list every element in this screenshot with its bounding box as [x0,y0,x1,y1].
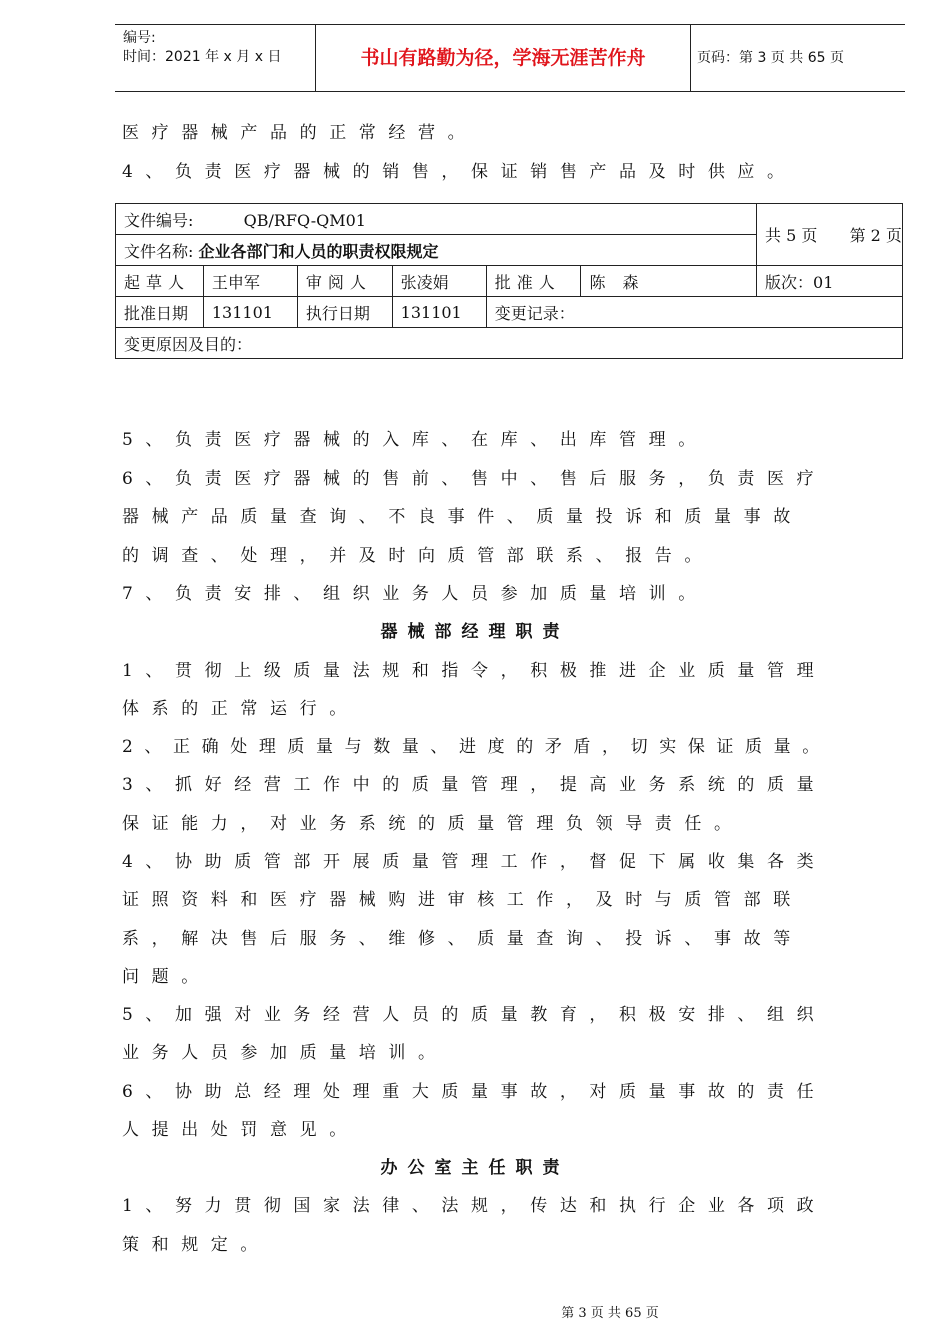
paragraph-line: 医疗器械产品的正常经营。 [122,123,478,143]
page-info-cell [757,204,903,266]
document-control-table [115,203,903,359]
page-current: 第 2 页 [849,226,902,245]
paragraph-line: 6、负责医疗器械的售前、售中、售后服务，负责医疗 [122,469,827,489]
paragraph-line: 2、正确处理质量与数量、进度的矛盾，切实保证质量。 [122,737,831,757]
reviewer-name: 张凌娟 [392,266,486,297]
change-record: 变更记录： [486,297,902,328]
header-page-label: 页码：第 3 页 共 65 页 [697,50,844,66]
motto: 书山有路勤为径，学海无涯苦作舟 [315,25,691,91]
paragraph-line: 3、抓好经营工作中的质量管理，提高业务系统的质量 [122,775,827,795]
paragraph-line: 保证能力，对业务系统的质量管理负领导责任。 [122,814,744,834]
section-heading: 办公室主任职责 [380,1158,570,1178]
paragraph-line: 1、贯彻上级质量法规和指令，积极推进企业质量管理 [122,661,827,681]
paragraph-line: 的调查、处理，并及时向质管部联系、报告。 [122,546,714,566]
file-number-value: QB/RFQ-QM01 [243,210,366,230]
approve-date-label: 批准日期 [116,297,204,328]
drafter-name: 王申军 [203,266,297,297]
pages-total: 共 5 页 [765,226,818,245]
paragraph-line: 4、协助质管部开展质量管理工作，督促下属收集各类 [122,852,827,872]
approve-date: 131101 [203,297,297,328]
file-number-cell [116,204,757,235]
paragraph-line: 1、努力贯彻国家法律、法规，传达和执行企业各项政 [122,1196,827,1216]
paragraph-line: 体系的正常运行。 [122,699,359,719]
drafter-label: 起草人 [116,266,204,297]
paragraph-line: 7、负责安排、组织业务人员参加质量培训。 [122,584,708,604]
paragraph-line: 业务人员参加质量培训。 [122,1043,448,1063]
paragraph-line: 系，解决售后服务、维修、质量查询、投诉、事故等 [122,929,803,949]
page-footer: 第 3 页 共 65 页 [561,1306,659,1321]
approver-name: 陈 森 [581,266,757,297]
file-name-cell [116,235,757,266]
section-heading: 器械部经理职责 [380,622,570,642]
file-name-label: 文件名称: [124,241,194,261]
file-number-label: 文件编号: [124,210,194,230]
number-label: 编号: [123,30,156,46]
reviewer-label: 审阅人 [297,266,392,297]
paragraph-line: 策和规定。 [122,1235,270,1255]
page-header [115,24,905,92]
change-reason: 变更原因及目的： [116,328,903,359]
paragraph-line: 5、加强对业务经营人员的质量教育，积极安排、组织 [122,1005,827,1025]
paragraph-line: 问题。 [122,967,211,987]
time-label: 时间：2021 年 x 月 x 日 [123,49,282,65]
exec-date-label: 执行日期 [297,297,392,328]
paragraph-line: 器械产品质量查询、不良事件、质量投诉和质量事故 [122,507,803,527]
paragraph-line: 证照资料和医疗器械购进审核工作，及时与质管部联 [122,890,803,910]
approver-label: 批准人 [486,266,581,297]
file-name-value: 企业各部门和人员的职责权限规定 [198,241,439,261]
paragraph-line: 5、负责医疗器械的入库、在库、出库管理。 [122,430,708,450]
paragraph-line: 6、协助总经理处理重大质量事故，对质量事故的责任 [122,1082,827,1102]
paragraph-line: 人提出处罚意见。 [122,1120,359,1140]
header-left [123,29,313,67]
exec-date: 131101 [392,297,486,328]
edition: 版次：01 [757,266,903,297]
paragraph-line: 4、负责医疗器械的销售，保证销售产品及时供应。 [122,162,797,182]
